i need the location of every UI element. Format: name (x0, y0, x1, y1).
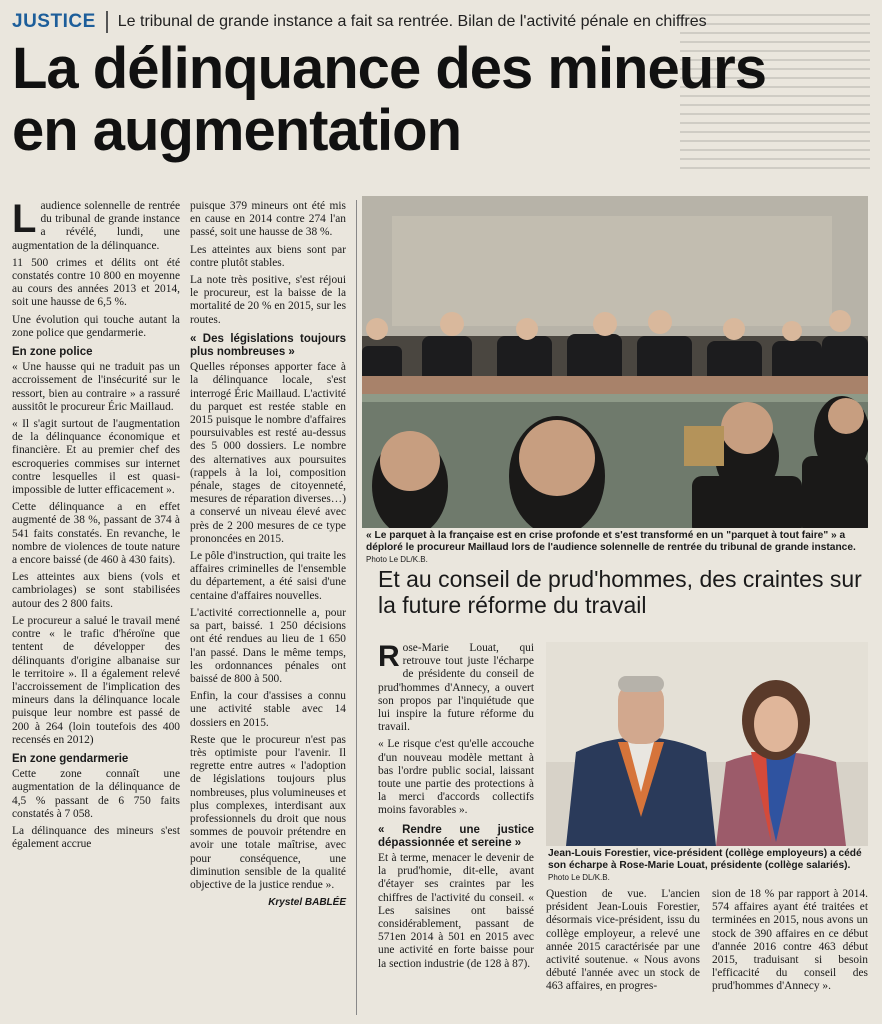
paragraph: audience solennelle de rentrée du tribunal de grande instance a révélé, lundi, une augmentation de la délinquance. (12, 200, 180, 252)
article-column-2 (190, 200, 346, 1020)
subheading: « Des législations toujours plus nombreuses » (190, 332, 346, 359)
paragraph: « Le risque c'est qu'elle accouche d'un nouveau modèle mettant à bas l'ordre public social, laissant toute une partie des protections à la merci d'accords collectifs moins favorables ». (378, 738, 534, 817)
paragraph: Enfin, la cour d'assises a connu une activité stable avec 14 dossiers en 2015. (190, 690, 346, 729)
paragraph: L'activité correctionnelle a, pour sa part, baissé. 1 250 décisions ont été rendues au lieu de 1 650 l'an passé. Dans le même temps, les ordonnances pénales ont baissé de 800 à 500. (190, 606, 346, 685)
kicker (12, 8, 707, 36)
article-column-1 (12, 197, 180, 1020)
article2-column-3 (712, 888, 868, 1020)
paragraph: 11 500 crimes et délits ont été constatés contre 10 800 en moyenne au cours des années 2013 et 2014, soit une hausse de 6,5 %. (12, 256, 180, 309)
section-tag: JUSTICE (12, 11, 108, 33)
article2-column-2 (546, 888, 700, 1020)
kicker-subtitle: Le tribunal de grande instance a fait sa rentrée. Bilan de l'activité pénale en chiffres (117, 13, 707, 30)
caption-text: Jean-Louis Forestier, vice-président (collège employeurs) a cédé son écharpe à Rose-Marie Louat, présidente (collège salariés). (548, 848, 862, 871)
photo-credit: Photo Le DL/K.B. (548, 873, 610, 882)
court-hearing-photo (362, 196, 868, 528)
paragraph: Les atteintes aux biens (vols et cambriolages) se sont stabilisées autour des 2 800 faits. (12, 571, 180, 610)
subheading: En zone police (12, 346, 93, 359)
paragraph: Cette délinquance a en effet augmenté de 38 %, passant de 374 à 541 faits constatés. En revanche, le nombre de violences de toute nature a encore baissé (de 460 à 430 faits). (12, 501, 180, 567)
paragraph: Cette zone connaît une augmentation de la délinquance de 4,5 % passant de 6 750 faits constatés à 7 058. (12, 768, 180, 820)
paragraph: « Il s'agit surtout de l'augmentation de la délinquance économique et financière. Et au premier chef des escroqueries commises sur internet contre lesquelles il est quasi-impossible de lutter efficacement ». (12, 418, 180, 497)
paragraph: Une évolution qui touche autant la zone police que gendarmerie. (12, 313, 180, 339)
paragraph: sion de 18 % par rapport à 2014. 574 affaires ayant été traitées et terminées en 2015, nous avons un stock de 390 affaires en ce début d'année 2016 contre 463 début 2015, traduisant si besoin l'efficacité du conseil des prud'hommes d'Annecy ». (712, 888, 868, 993)
paragraph: La délinquance des mineurs s'est également accrue (12, 824, 180, 851)
article2-column-1 (378, 642, 534, 1020)
court-hearing-illustration (362, 196, 868, 528)
paragraph: Quelles réponses apporter face à la délinquance locale, s'est interrogé Éric Maillaud. L'activité du parquet est restée stable en 2015 puisque le nombre d'affaires poursuivables est resté au-dessus des 5 000 dossiers. Le nombre des alternatives aux poursuites (rappels à la loi, composition pénale, stages de citoyenneté, mesures de réparation diverses…) a conservé un niveau élevé avec près de 2 200 mesures de ce type prononcées en 2015. (190, 361, 346, 545)
column-divider (356, 200, 357, 1015)
paragraph: Question de vue. L'ancien président Jean-Louis Forestier, désormais vice-président, issu du collège employeur, a relevé une année 2015 caractérisée par une activité soutenue. « Nous avons débuté l'année avec un stock de 463 affaires, en progres- (546, 888, 700, 993)
court-photo-caption (366, 530, 868, 566)
byline: Krystel BABLÉE (268, 897, 346, 909)
prudhommes-photo (546, 642, 868, 846)
paragraph: Le pôle d'instruction, qui traite les affaires criminelles de l'ensemble du département, a été saisi d'une centaine d'affaires nouvelles. (190, 550, 346, 602)
prudhommes-illustration (546, 642, 868, 846)
paragraph: Reste que le procureur n'est pas très optimiste pour l'avenir. Il regrette entre autres « l'adoption de législations toujours plus nombreuses, plus volumineuses et plus complexes, interdisant aux professionnels du droit que nous sommes de pouvoir prétendre en avoir une totale maîtrise, avec pour conséquence, une diminution sensible de la qualité objective de la justice rendue ». (190, 733, 346, 891)
paragraph: ose-Marie Louat, qui retrouve tout juste l'écharpe de présidente du conseil de prud'hommes d'Annecy, a ouvert son propos par l'inquiétude que lui inspire la future réforme du travail. (378, 642, 534, 734)
drop-cap: L (12, 197, 37, 241)
photo-credit: Photo Le DL/K.B. (366, 555, 428, 564)
article2-title: Et au conseil de prud'hommes, des craintes sur la future réforme du travail (378, 566, 862, 618)
paragraph: Les atteintes aux biens sont par contre plutôt stables. (190, 243, 346, 269)
caption-text: « Le parquet à la française est en crise profonde et s'est transformé en un "parquet à tout faire" » a déploré le procureur Maillaud lors de l'audience solennelle de rentrée du tribunal de grande instance. (366, 530, 856, 553)
drop-cap: R (378, 640, 400, 673)
paragraph: La note très positive, s'est réjoui le procureur, est la baisse de la mortalité de 20 % en 2015, sur les routes. (190, 274, 346, 326)
paragraph: « Une hausse qui ne traduit pas un accroissement de l'insécurité sur le ressort, bien au contraire » a rassuré aussitôt le procureur Éric Maillaud. (12, 361, 180, 413)
prudhommes-photo-caption (548, 848, 868, 884)
subheading: « Rendre une justice dépassionnée et sereine » (378, 823, 534, 849)
subheading: En zone gendarmerie (12, 752, 129, 765)
paragraph: Le procureur a salué le travail mené contre « le trafic d'héroïne que tentent de développer des délinquants d'origine albanaise sur le territoire ». Il a également relevé l'accroissement de l'implication des mineurs dans la délinquance locale puisque leur nombre est passé de 200 à 264 (loin toutefois des 400 recensés en 2012) (12, 614, 180, 746)
paragraph: Et à terme, menacer le devenir de la prud'homie, dit-elle, avant d'étayer ses craintes par les chiffres de l'activité du conseil. « Les saisines ont baissé considérablement, passant de 571en 2014 à 501 en 2015 avec une activité en forte baisse pour la section industrie (de 128 à 87). (378, 852, 534, 970)
paragraph: puisque 379 mineurs ont été mis en cause en 2014 contre 274 l'an passé, soit une hausse de 38 %. (190, 200, 346, 239)
headline: La délinquance des mineurs en augmentation (12, 36, 766, 163)
